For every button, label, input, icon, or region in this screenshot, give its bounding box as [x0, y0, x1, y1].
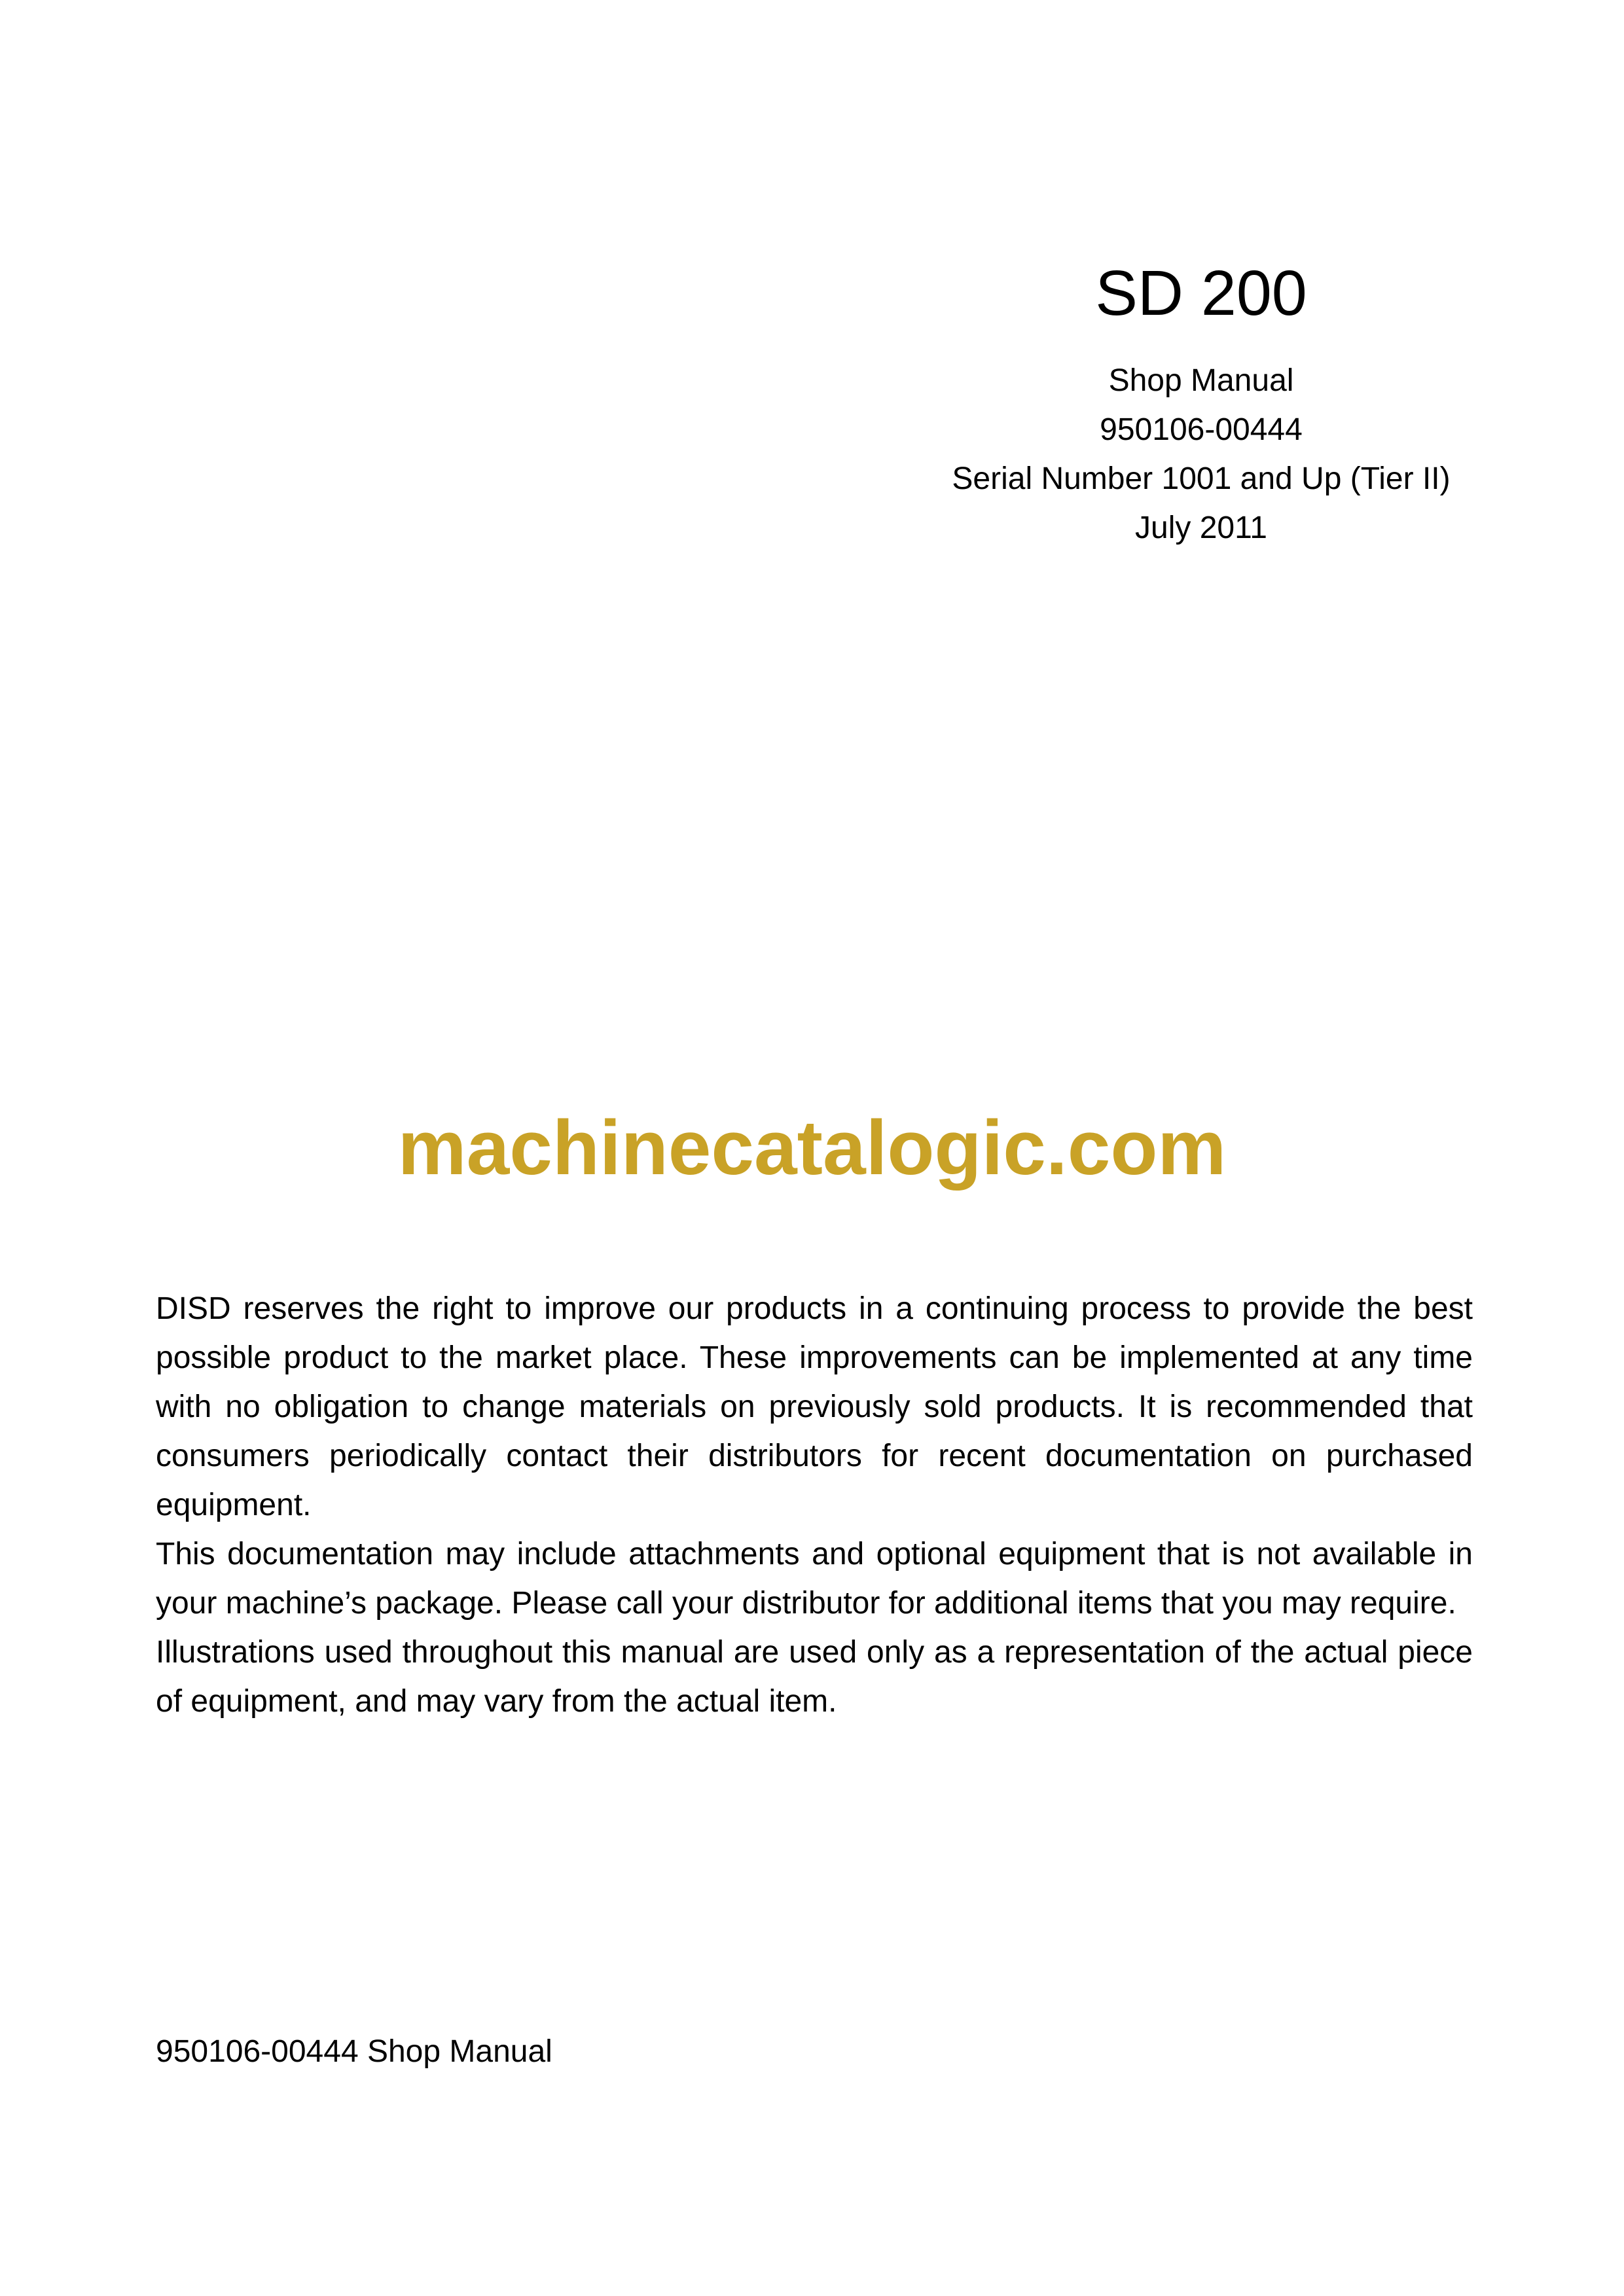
disclaimer-paragraph: Illustrations used throughout this manual are used only as a representation of the actual piece of equipment, and may vary from the actual item. [156, 1635, 1473, 1719]
disclaimer-paragraph: DISD reserves the right to improve our products in a continuing process to provide the best possible product to the market place. These improvements can be implemented at any time with no obligation to change materials on previously sold products. It is recommended that consumers periodically contact their distributors for recent documentation on purchased equipment. [156, 1291, 1473, 1522]
publication-date: July 2011 [1135, 510, 1267, 545]
page-footer: 950106-00444 Shop Manual [156, 2034, 552, 2069]
model-title: SD 200 [1095, 257, 1307, 329]
cover-title-block [929, 259, 1473, 552]
disclaimer-paragraph: This documentation may include attachments and optional equipment that is not available in your machine’s package. Please call your distributor for additional items that you may require. [156, 1537, 1473, 1621]
disclaimer-section [156, 1284, 1473, 1726]
serial-number-range: Serial Number 1001 and Up (Tier II) [952, 461, 1451, 496]
part-number: 950106-00444 [1100, 412, 1303, 447]
manual-type: Shop Manual [1108, 363, 1294, 398]
watermark-text: machinecatalogic.com [397, 1105, 1227, 1191]
